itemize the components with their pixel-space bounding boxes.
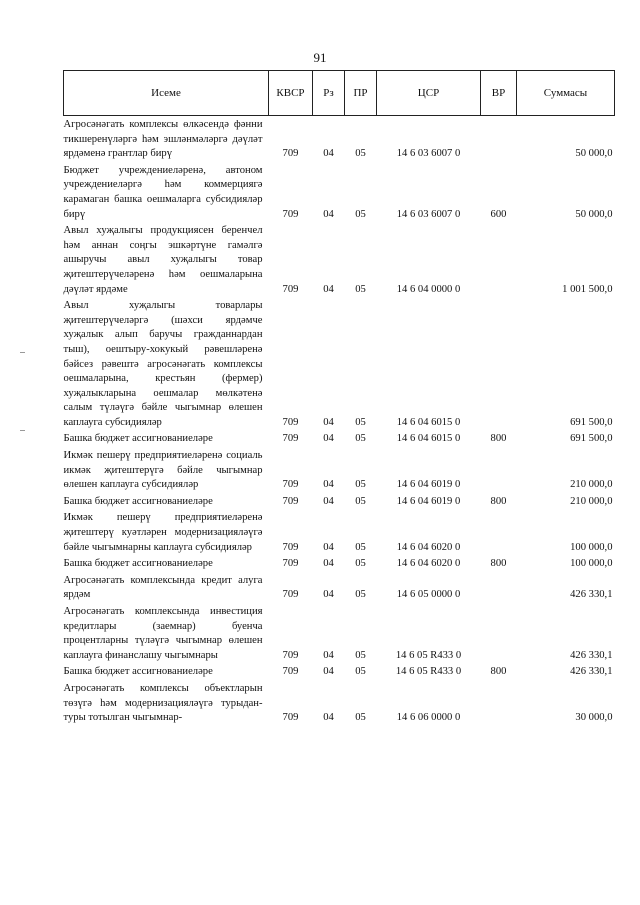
table-row — [64, 663, 615, 680]
row-vr: 800 — [490, 666, 507, 678]
row-rz: 04 — [323, 208, 334, 220]
header-sum: Суммасы — [517, 71, 615, 116]
margin-mark — [20, 352, 25, 353]
row-rz: 04 — [323, 148, 334, 160]
row-csr: 14 6 05 R433 0 — [395, 649, 462, 661]
row-csr: 14 6 05 0000 0 — [396, 589, 461, 601]
header-name: Исеме — [64, 71, 269, 116]
row-pr: 05 — [355, 495, 366, 507]
row-rz: 04 — [323, 712, 334, 724]
row-rz: 04 — [323, 589, 334, 601]
row-sum: 50 000,0 — [575, 208, 613, 220]
row-kvsr: 709 — [282, 416, 299, 428]
row-csr: 14 6 04 6020 0 — [396, 541, 461, 553]
row-pr: 05 — [355, 283, 366, 295]
row-vr: 600 — [490, 208, 507, 220]
row-sum: 691 500,0 — [570, 433, 613, 445]
row-vr — [481, 680, 517, 726]
row-kvsr: 709 — [282, 649, 299, 661]
row-csr: 14 6 04 6019 0 — [396, 495, 461, 507]
row-pr: 05 — [355, 416, 366, 428]
row-vr — [481, 572, 517, 603]
row-rz: 04 — [323, 666, 334, 678]
row-name: Икмәк пешерү предприятиеләренә социаль икмәк җитештерүгә бәйле чыгымнар өлешен каплауга субсидияләр — [63, 450, 263, 491]
budget-table — [63, 70, 615, 726]
row-pr: 05 — [355, 479, 366, 491]
row-kvsr: 709 — [282, 712, 299, 724]
row-rz: 04 — [323, 433, 334, 445]
row-vr — [481, 603, 517, 663]
row-sum: 426 330,1 — [570, 649, 613, 661]
table-row — [64, 603, 615, 663]
header-kvsr: КВСР — [269, 71, 313, 116]
row-rz: 04 — [323, 416, 334, 428]
row-pr: 05 — [355, 666, 366, 678]
row-csr: 14 6 04 6020 0 — [396, 558, 461, 570]
row-sum: 426 330,1 — [570, 666, 613, 678]
page-number: 91 — [313, 50, 327, 65]
row-kvsr: 709 — [282, 479, 299, 491]
row-csr: 14 6 04 6015 0 — [396, 433, 461, 445]
row-sum: 50 000,0 — [575, 148, 613, 160]
row-csr: 14 6 04 0000 0 — [396, 283, 461, 295]
row-csr: 14 6 06 0000 0 — [396, 712, 461, 724]
table-row — [64, 572, 615, 603]
row-kvsr: 709 — [282, 283, 299, 295]
row-name: Агросәнәгать комплексы өлкәсендә фәнни тикшеренүләргә һәм эшләнмәләргә дәүләт ярдәменә грантлар бирү — [63, 119, 263, 160]
row-kvsr: 709 — [282, 148, 299, 160]
row-name: Башка бюджет ассигнованиеләре — [63, 433, 213, 445]
row-pr: 05 — [355, 433, 366, 445]
row-kvsr: 709 — [282, 666, 299, 678]
row-kvsr: 709 — [282, 433, 299, 445]
row-pr: 05 — [355, 541, 366, 553]
row-vr — [481, 116, 517, 162]
row-name: Башка бюджет ассигнованиеләре — [63, 666, 213, 678]
row-csr: 14 6 03 6007 0 — [396, 148, 461, 160]
row-kvsr: 709 — [282, 558, 299, 570]
row-rz: 04 — [323, 541, 334, 553]
row-pr: 05 — [355, 649, 366, 661]
header-pr: ПР — [345, 71, 377, 116]
row-vr: 800 — [490, 495, 507, 507]
row-rz: 04 — [323, 495, 334, 507]
table-row — [64, 222, 615, 297]
table-row — [64, 680, 615, 726]
header-rz: Рз — [313, 71, 345, 116]
table-header-row — [64, 71, 615, 116]
row-name: Башка бюджет ассигнованиеләре — [63, 558, 213, 570]
row-sum: 100 000,0 — [570, 558, 613, 570]
row-pr: 05 — [355, 208, 366, 220]
row-pr: 05 — [355, 712, 366, 724]
row-rz: 04 — [323, 479, 334, 491]
row-kvsr: 709 — [282, 208, 299, 220]
row-sum: 210 000,0 — [570, 479, 613, 491]
row-name: Башка бюджет ассигнованиеләре — [63, 495, 213, 507]
row-name: Агросәнәгать комплексы объектларын төзүгә һәм модернизацияләүгә турыдан-туры тотылган чыгымнар- — [63, 682, 263, 724]
row-name: Агросәнәгать комплексында кредит алуга ярдәм — [63, 574, 263, 601]
row-rz: 04 — [323, 283, 334, 295]
row-sum: 426 330,1 — [570, 589, 613, 601]
row-sum: 1 001 500,0 — [562, 283, 613, 295]
row-kvsr: 709 — [282, 495, 299, 507]
row-sum: 100 000,0 — [570, 541, 613, 553]
row-pr: 05 — [355, 148, 366, 160]
row-name: Авыл хуҗалыгы товарлары җитештерүчеләргә (шәхси ярдәмче хуҗалык алып баручы гражданнардан тыш), оештыру-хокукый рәвешләренә бәйсез рәвештә агросәнәгать комплексы оешмаларына, крестьян (фермер) хуҗалыкларына оешмалар мөлкәтенә салым түләүгә бәйле чыгымнар өлешен каплауга субсидияләр — [63, 300, 263, 428]
row-csr: 14 6 05 R433 0 — [395, 666, 462, 678]
row-kvsr: 709 — [282, 589, 299, 601]
table-row — [64, 162, 615, 222]
row-csr: 14 6 04 6015 0 — [396, 416, 461, 428]
row-name: Авыл хуҗалыгы продукциясен беренчел һәм аннан соңгы эшкәртүне гамәлгә ашыручы авыл хуҗалыгы товар җитештерүчеләренә һәм оешмаларына дәүләт ярдәме — [63, 225, 263, 295]
table-row — [64, 447, 615, 493]
table-row — [64, 555, 615, 572]
row-name: Икмәк пешерү предприятиеләренә җитештерү куәтләрен модернизацияләүгә бәйле чыгымнарны каплауга субсидияләр — [63, 512, 263, 553]
row-name: Бюджет учреждениеләренә, автоном учреждениеләргә һәм коммерциягә карамаган башка оешмаларга субсидияләр бирү — [63, 164, 263, 220]
row-sum: 30 000,0 — [575, 712, 613, 724]
table-row — [64, 116, 615, 162]
row-rz: 04 — [323, 558, 334, 570]
row-kvsr: 709 — [282, 541, 299, 553]
table-row — [64, 297, 615, 430]
table-row — [64, 509, 615, 555]
header-csr: ЦСР — [377, 71, 481, 116]
row-sum: 210 000,0 — [570, 495, 613, 507]
table-row — [64, 493, 615, 510]
row-vr — [481, 509, 517, 555]
header-vr: ВР — [481, 71, 517, 116]
row-sum: 691 500,0 — [570, 416, 613, 428]
row-pr: 05 — [355, 589, 366, 601]
row-vr — [481, 222, 517, 297]
row-vr: 800 — [490, 433, 507, 445]
row-csr: 14 6 04 6019 0 — [396, 479, 461, 491]
table-row — [64, 430, 615, 447]
row-pr: 05 — [355, 558, 366, 570]
row-vr — [481, 297, 517, 430]
row-rz: 04 — [323, 649, 334, 661]
row-name: Агросәнәгать комплексында инвестиция кредитлары (заемнар) буенча процентларны түләүгә чыгымнар өлешен каплауга финанслашу чыгымнары — [63, 606, 263, 661]
margin-mark — [20, 430, 25, 431]
row-vr: 800 — [490, 558, 507, 570]
row-csr: 14 6 03 6007 0 — [396, 208, 461, 220]
row-vr — [481, 447, 517, 493]
